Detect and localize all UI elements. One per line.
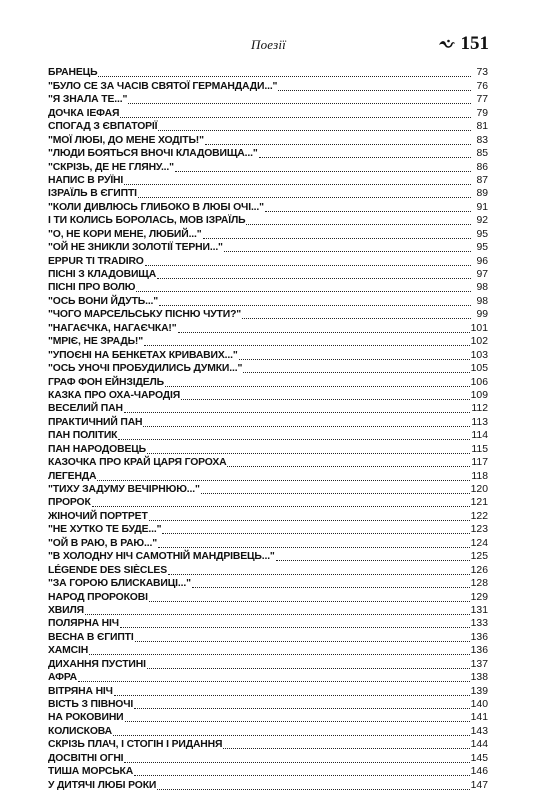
dot-leader (224, 251, 471, 252)
toc-entry-page: 136 (470, 631, 488, 643)
toc-entry (48, 214, 488, 227)
toc-entry-title: ПАН ПОЛІТИК (48, 430, 118, 442)
toc-entry (48, 254, 488, 267)
toc-entry-page: 137 (470, 658, 488, 670)
toc-entry-title: "МРІЄ, НЕ ЗРАДЬ!" (48, 336, 144, 348)
toc-entry (48, 120, 488, 133)
toc-entry (48, 577, 488, 590)
fleuron-ornament-icon (438, 38, 456, 50)
toc-entry-page: 109 (470, 389, 488, 401)
dot-leader (265, 211, 471, 212)
toc-entry (48, 483, 488, 496)
toc-entry-page: 120 (470, 484, 488, 495)
toc-entry-title: ВЕСНА В ЄГИПТІ (48, 631, 134, 643)
toc-entry-page: 77 (476, 94, 488, 106)
dot-leader (168, 574, 470, 575)
toc-entry-title: "УПОЄНІ НА БЕНКЕТАХ КРИВАВИХ..." (48, 349, 238, 361)
toc-entry-page: 140 (470, 699, 488, 710)
toc-entry (48, 523, 488, 536)
toc-entry-title: У ДИТЯЧІ ЛЮБІ РОКИ (48, 779, 157, 791)
dot-leader (175, 171, 471, 172)
toc-entry-title: "СКРІЗЬ, ДЕ НЕ ГЛЯНУ..." (48, 161, 174, 173)
dot-leader (134, 708, 470, 709)
page-number: 151 (460, 33, 489, 54)
toc-entry (48, 429, 488, 442)
toc-entry-page: 91 (476, 201, 488, 213)
dot-leader (276, 560, 470, 561)
dot-leader (98, 76, 471, 77)
dot-leader (78, 681, 470, 682)
toc-entry (48, 698, 488, 711)
toc-entry-title: СКРІЗЬ ПЛАЧ, І СТОГІН І РИДАННЯ (48, 739, 223, 751)
toc-entry-page: 98 (476, 295, 488, 307)
toc-entry-page: 99 (476, 309, 488, 321)
dot-leader (192, 587, 470, 588)
dot-leader (143, 426, 470, 427)
dot-leader (124, 184, 471, 185)
toc-entry-page: 113 (471, 416, 488, 428)
toc-entry (48, 147, 488, 160)
toc-entry-page: 124 (470, 537, 488, 549)
toc-entry (48, 402, 488, 415)
toc-entry-title: "Я ЗНАЛА ТЕ..." (48, 94, 128, 106)
toc-entry (48, 590, 488, 603)
toc-entry-page: 118 (471, 470, 488, 482)
toc-entry-title: "НАГАЄЧКА, НАГАЄЧКА!" (48, 322, 177, 334)
toc-entry-page: 102 (470, 336, 488, 348)
toc-entry-title: ХАМСІН (48, 645, 89, 657)
toc-entry-title: "О, НЕ КОРИ МЕНЕ, ЛЮБИЙ..." (48, 228, 202, 240)
toc-entry-title: ПРОРОК (48, 497, 91, 509)
dot-leader (227, 466, 470, 467)
toc-entry-title: АФРА (48, 672, 78, 684)
toc-entry (48, 93, 488, 106)
toc-entry-title: "ОЙ НЕ ЗНИКЛИ ЗОЛОТІЇ ТЕРНИ..." (48, 242, 223, 254)
toc-entry-title: ДИХАННЯ ПУСТИНІ (48, 658, 146, 670)
dot-leader (144, 345, 470, 346)
toc-entry (48, 133, 488, 146)
toc-entry-page: 121 (470, 497, 488, 509)
toc-entry (48, 106, 488, 119)
dot-leader (124, 762, 469, 763)
toc-entry-page: 85 (476, 148, 488, 160)
dot-leader (92, 506, 470, 507)
toc-entry (48, 671, 488, 684)
dot-leader (149, 601, 470, 602)
toc-entry-title: ПІСНІ ПРО ВОЛЮ (48, 282, 136, 294)
toc-entry (48, 724, 488, 737)
toc-entry-title: ВІСТЬ З ПІВНОЧІ (48, 699, 134, 710)
dot-leader (147, 453, 470, 454)
toc-entry (48, 684, 488, 697)
toc-entry (48, 738, 488, 751)
toc-entry-page: 122 (470, 510, 488, 522)
toc-entry-title: ВЕСЕЛИЙ ПАН (48, 403, 123, 415)
dot-leader (128, 103, 471, 104)
dot-leader (157, 789, 469, 790)
toc-entry-page: 128 (470, 578, 488, 590)
toc-entry-title: "ЧОГО МАРСЕЛЬСЬКУ ПІСНЮ ЧУТИ?" (48, 309, 242, 321)
dot-leader (135, 641, 470, 642)
dot-leader (158, 547, 470, 548)
toc-entry (48, 657, 488, 670)
toc-entry-title: ІЗРАЇЛЬ В ЄГИПТІ (48, 188, 137, 200)
toc-entry-page: 105 (470, 363, 488, 375)
toc-entry-page: 139 (470, 685, 488, 697)
toc-entry-title: ДОСВІТНІ ОГНІ (48, 752, 124, 764)
toc-entry-title: КАЗКА ПРО ОХА-ЧАРОДІЯ (48, 389, 181, 401)
toc-entry-title: "МОЇ ЛЮБІ, ДО МЕНЕ ХОДІТЬ!" (48, 134, 204, 146)
toc-entry-title: НА РОКОВИНИ (48, 712, 124, 724)
toc-entry-page: 143 (470, 725, 488, 737)
toc-entry (48, 200, 488, 213)
toc-entry-page: 112 (471, 403, 488, 415)
toc-entry-title: "ОСЬ ВОНИ ЙДУТЬ..." (48, 295, 159, 307)
toc-entry-page: 138 (470, 672, 488, 684)
page-number-block (438, 33, 490, 55)
dot-leader (134, 775, 470, 776)
toc-entry-page: 101 (470, 322, 488, 334)
toc-entry-title: ГРАФ ФОН ЕЙНЗІДЕЛЬ (48, 376, 164, 388)
toc-entry-title: "НЕ ХУТКО ТЕ БУДЕ..." (48, 524, 162, 536)
toc-entry-page: 81 (476, 121, 488, 133)
toc-entry-title: НАРОД ПРОРОКОВІ (48, 591, 148, 603)
toc-entry-page: 131 (470, 604, 488, 616)
toc-entry-title: ПАН НАРОДОВЕЦЬ (48, 443, 146, 455)
toc-entry-title: "ЛЮДИ БОЯТЬСЯ ВНОЧІ КЛАДОВИЩА..." (48, 148, 258, 160)
toc-entry-title: БРАНЕЦЬ (48, 67, 98, 79)
toc-entry (48, 294, 488, 307)
toc-entry (48, 335, 488, 348)
dot-leader (124, 412, 471, 413)
toc-entry-title: КАЗОЧКА ПРО КРАЙ ЦАРЯ ГОРОХА (48, 457, 227, 469)
dot-leader (278, 90, 471, 91)
toc-entry-page: 95 (476, 242, 488, 254)
dot-leader (120, 627, 470, 628)
toc-entry (48, 375, 488, 388)
dot-leader (246, 224, 471, 225)
toc-entry-page: 73 (476, 67, 488, 79)
toc-entry-title: КОЛИСКОВА (48, 725, 112, 737)
toc-entry-page: 125 (470, 551, 488, 563)
toc-entry (48, 644, 488, 657)
toc-entry-title: "ЗА ГОРОЮ БЛИСКАВИЦІ..." (48, 578, 191, 590)
toc-entry (48, 711, 488, 724)
toc-entry-title: НАПИС В РУЇНІ (48, 174, 124, 186)
toc-entry-title: СПОГАД З ЄВПАТОРІЇ (48, 121, 158, 133)
toc-entry-title: "ОСЬ УНОЧІ ПРОБУДИЛИСЬ ДУМКИ..." (48, 363, 243, 375)
toc-entry (48, 509, 488, 522)
toc-entry-page: 98 (476, 282, 488, 294)
toc-entry-page: 136 (470, 645, 488, 657)
dot-leader (205, 144, 471, 145)
toc-entry (48, 321, 488, 334)
dot-leader (113, 735, 470, 736)
dot-leader (136, 291, 471, 292)
toc-entry (48, 536, 488, 549)
dot-leader (243, 372, 469, 373)
dot-leader (201, 493, 470, 494)
toc-entry-title: "ТИХУ ЗАДУМУ ВЕЧІРНЮЮ..." (48, 484, 200, 495)
dot-leader (145, 265, 471, 266)
toc-entry (48, 362, 488, 375)
toc-entry-title: ПРАКТИЧНИЙ ПАН (48, 416, 143, 428)
toc-entry-title: ТИША МОРСЬКА (48, 766, 134, 778)
toc-entry-page: 144 (470, 739, 488, 751)
dot-leader (203, 238, 471, 239)
toc-entry (48, 496, 488, 509)
dot-leader (89, 654, 470, 655)
dot-leader (149, 520, 470, 521)
toc-entry-title: EPPUR TI TRADIRO (48, 255, 144, 267)
page-header (48, 33, 489, 57)
toc-entry-page: 129 (470, 591, 488, 603)
toc-entry (48, 751, 488, 764)
toc-entry-page: 145 (470, 752, 488, 764)
toc-entry-page: 117 (471, 457, 488, 469)
toc-entry-page: 87 (476, 174, 488, 186)
toc-entry (48, 778, 488, 791)
toc-entry-page: 126 (470, 564, 488, 576)
toc-entry (48, 241, 488, 254)
toc-entry-title: "ОЙ В РАЮ, В РАЮ..." (48, 537, 157, 549)
dot-leader (162, 533, 469, 534)
dot-leader (147, 668, 470, 669)
dot-leader (223, 748, 469, 749)
dot-leader (239, 359, 470, 360)
toc-entry (48, 308, 488, 321)
toc-entry (48, 415, 488, 428)
toc-entry (48, 66, 488, 79)
toc-entry (48, 187, 488, 200)
toc-entry-page: 95 (476, 228, 488, 240)
toc-entry-page: 123 (470, 524, 488, 536)
toc-entry (48, 160, 488, 173)
toc-entry-title: ХВИЛЯ (48, 604, 84, 616)
section-title: Поезії (251, 37, 286, 52)
toc-entry (48, 442, 488, 455)
toc-entry-page: 106 (470, 376, 488, 388)
dot-leader (242, 318, 471, 319)
toc-entry-page: 89 (476, 188, 488, 200)
toc-entry (48, 630, 488, 643)
toc-entry-page: 92 (476, 215, 488, 227)
toc-entry (48, 281, 488, 294)
toc-entry (48, 550, 488, 563)
toc-entry (48, 765, 488, 778)
toc-entry-page: 97 (476, 269, 488, 280)
toc-entry-title: ДОЧКА ІЕФАЯ (48, 107, 120, 119)
dot-leader (178, 332, 470, 333)
dot-leader (181, 399, 470, 400)
toc-entry-page: 146 (470, 766, 488, 778)
toc-entry (48, 456, 488, 469)
dot-leader (259, 157, 471, 158)
toc-entry-page: 133 (470, 618, 488, 630)
dot-leader (125, 721, 470, 722)
toc-entry-title: ЖІНОЧИЙ ПОРТРЕТ (48, 510, 148, 522)
toc-entry-page: 147 (470, 779, 488, 791)
dot-leader (97, 480, 470, 481)
toc-entry-title: І ТИ КОЛИСЬ БОРОЛАСЬ, МОВ ІЗРАЇЛЬ (48, 215, 246, 227)
toc-entry (48, 174, 488, 187)
toc-entry-title: ПОЛЯРНА НІЧ (48, 618, 119, 630)
toc-entry (48, 227, 488, 240)
toc-entry (48, 348, 488, 361)
toc-entry (48, 604, 488, 617)
dot-leader (118, 439, 470, 440)
toc-entry-page: 79 (476, 107, 488, 119)
dot-leader (159, 305, 471, 306)
toc-entry-page: 86 (476, 161, 488, 173)
toc-entry (48, 79, 488, 92)
toc-entry-title: "В ХОЛОДНУ НІЧ САМОТНІЙ МАНДРІВЕЦЬ..." (48, 551, 275, 563)
table-of-contents (48, 66, 488, 792)
dot-leader (114, 695, 470, 696)
toc-entry (48, 617, 488, 630)
dot-leader (85, 614, 470, 615)
toc-entry-page: 83 (476, 134, 488, 146)
toc-entry-page: 76 (476, 80, 488, 92)
toc-entry-page: 114 (471, 430, 488, 442)
toc-entry-title: LÉGENDE DES SIÈCLES (48, 564, 167, 576)
toc-entry-page: 141 (470, 712, 488, 724)
toc-entry (48, 563, 488, 576)
toc-entry-title: "БУЛО СЕ ЗА ЧАСІВ СВЯТОЇ ГЕРМАНДАДИ..." (48, 80, 278, 92)
toc-entry-title: "КОЛИ ДИВЛЮСЬ ГЛИБОКО В ЛЮБІ ОЧІ..." (48, 201, 264, 213)
toc-entry-page: 115 (471, 443, 488, 455)
dot-leader (138, 197, 471, 198)
toc-entry-title: ПІСНІ З КЛАДОВИЩА (48, 269, 157, 280)
toc-entry-page: 96 (476, 255, 488, 267)
toc-entry (48, 389, 488, 402)
toc-entry-title: ВІТРЯНА НІЧ (48, 685, 113, 697)
toc-entry-title: ЛЕГЕНДА (48, 470, 97, 482)
dot-leader (158, 130, 471, 131)
dot-leader (157, 278, 471, 279)
dot-leader (165, 386, 470, 387)
toc-entry (48, 268, 488, 281)
dot-leader (120, 117, 471, 118)
toc-entry (48, 469, 488, 482)
toc-entry-page: 103 (470, 349, 488, 361)
